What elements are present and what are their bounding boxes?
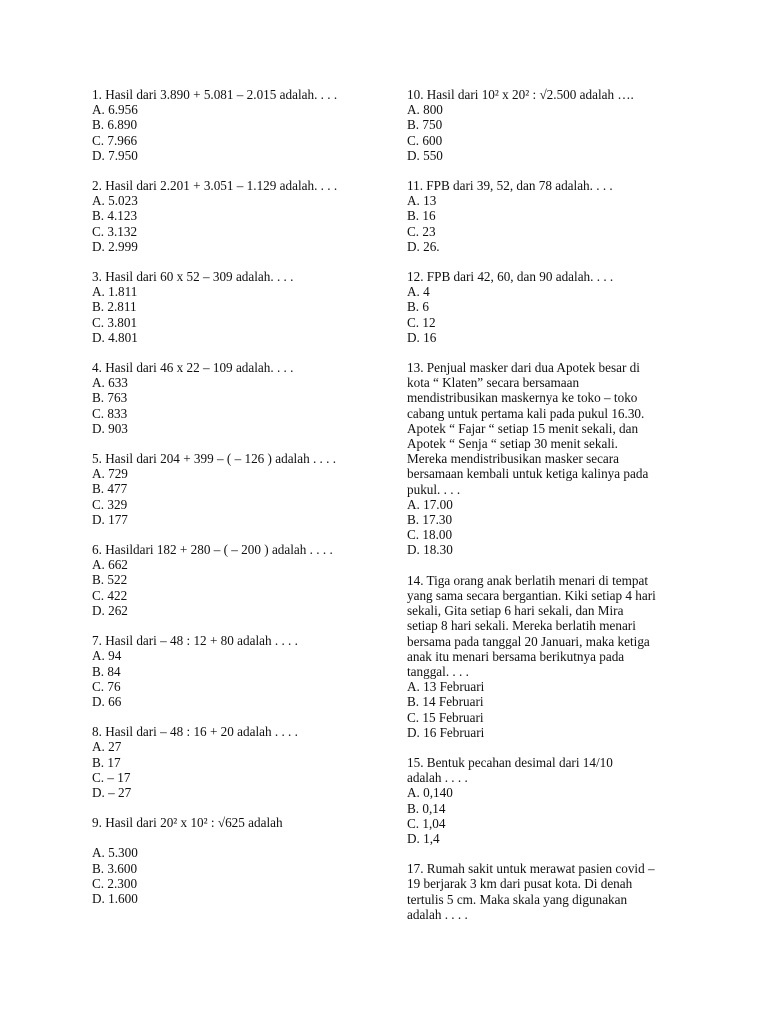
option-d: D. 18.30 xyxy=(407,542,453,558)
option-d: D. 16 xyxy=(407,329,437,345)
option-d: D. 16 Februari xyxy=(407,724,485,740)
question-text: 3. Hasil dari 60 x 52 – 309 adalah. . . . xyxy=(92,269,294,285)
question-11 xyxy=(407,178,682,254)
question-text: 5. Hasil dari 204 + 399 – ( – 126 ) adalah . . . . xyxy=(92,451,337,467)
question-text: 10. Hasil dari 10² x 20² : √2.500 adalah …. xyxy=(407,87,634,102)
option-a: A. 729 xyxy=(92,466,128,482)
option-b: B. 3.600 xyxy=(92,860,138,876)
option-a: A. 17.00 xyxy=(407,496,453,512)
question-text: 13. Penjual masker dari dua Apotek besar di kota “ Klaten” secara bersamaan mendistribusikan maskernya ke toko – toko cabang untuk pertama kali pada pukul 16.30. Apotek “ Fajar “ setiap 15 menit sekali, dan Apotek “ Senja “ setiap 30 menit sekali. Mereka mendistribusikan masker secara bersamaan kembali untuk ketiga kalinya pada pukul. . . . xyxy=(407,360,649,497)
option-d: D. 2.999 xyxy=(92,238,138,254)
option-d: D. – 27 xyxy=(92,784,132,800)
question-text: 7. Hasil dari – 48 : 12 + 80 adalah . . . . xyxy=(92,633,298,649)
option-d: D. 1,4 xyxy=(407,830,440,846)
option-c: C. 7.966 xyxy=(92,132,138,148)
option-c: C. 1,04 xyxy=(407,815,446,831)
question-text: 12. FPB dari 42, 60, dan 90 adalah. . . . xyxy=(407,269,614,285)
option-c: C. 15 Februari xyxy=(407,709,484,725)
question-2 xyxy=(92,178,382,254)
question-14 xyxy=(407,573,682,740)
question-5 xyxy=(92,451,382,527)
option-c: C. 23 xyxy=(407,223,436,239)
option-c: C. 833 xyxy=(92,405,128,421)
option-b: B. 522 xyxy=(92,572,128,588)
option-d: D. 262 xyxy=(92,602,128,618)
option-b: B. 4.123 xyxy=(92,208,138,224)
question-text: 4. Hasil dari 46 x 22 – 109 adalah. . . . xyxy=(92,360,294,376)
option-b: B. 6.890 xyxy=(92,117,138,133)
option-d: D. 4.801 xyxy=(92,329,138,345)
option-b: B. 6 xyxy=(407,299,429,315)
option-d: D. 177 xyxy=(92,511,128,527)
answer-options xyxy=(92,284,382,345)
question-text: 11. FPB dari 39, 52, dan 78 adalah. . . . xyxy=(407,178,613,194)
option-d: D. 26. xyxy=(407,238,440,254)
answer-options xyxy=(92,375,382,436)
question-1 xyxy=(92,87,382,163)
question-text: 17. Rumah sakit untuk merawat pasien covid – 19 berjarak 3 km dari pusat kota. Di denah tertulis 5 cm. Maka skala yang digunakan adalah . . . . xyxy=(407,861,655,922)
option-a: A. 94 xyxy=(92,648,122,664)
option-d: D. 66 xyxy=(92,693,122,709)
answer-options xyxy=(92,557,382,618)
option-d: D. 903 xyxy=(92,420,128,436)
question-text: 2. Hasil dari 2.201 + 3.051 – 1.129 adalah. . . . xyxy=(92,178,338,194)
option-b: B. 0,14 xyxy=(407,800,446,816)
answer-options xyxy=(92,193,382,254)
option-d: D. 1.600 xyxy=(92,890,138,906)
question-7 xyxy=(92,633,382,709)
option-c: C. 2.300 xyxy=(92,875,138,891)
option-a: A. 27 xyxy=(92,739,122,755)
option-b: B. 763 xyxy=(92,390,128,406)
right-column xyxy=(407,87,682,922)
option-b: B. 2.811 xyxy=(92,299,137,315)
option-c: C. 3.132 xyxy=(92,223,138,239)
option-a: A. 13 xyxy=(407,193,437,209)
option-a: A. 800 xyxy=(407,102,443,118)
option-c: C. – 17 xyxy=(92,769,131,785)
option-a: A. 13 Februari xyxy=(407,679,485,695)
option-c: C. 3.801 xyxy=(92,314,138,330)
answer-options xyxy=(407,284,682,345)
question-10 xyxy=(407,87,682,163)
option-b: B. 477 xyxy=(92,481,128,497)
answer-options xyxy=(407,679,682,740)
option-b: B. 16 xyxy=(407,208,436,224)
question-text: 1. Hasil dari 3.890 + 5.081 – 2.015 adalah. . . . xyxy=(92,87,338,102)
option-c: C. 600 xyxy=(407,132,443,148)
option-d: D. 550 xyxy=(407,147,443,163)
question-9 xyxy=(92,815,382,906)
option-b: B. 84 xyxy=(92,663,121,679)
answer-options xyxy=(407,193,682,254)
option-b: B. 17.30 xyxy=(407,512,453,528)
question-text: 9. Hasil dari 20² x 10² : √625 adalah xyxy=(92,815,283,831)
question-6 xyxy=(92,542,382,618)
option-d: D. 7.950 xyxy=(92,147,138,163)
option-c: C. 422 xyxy=(92,587,128,603)
option-a: A. 633 xyxy=(92,375,128,391)
answer-options xyxy=(92,739,382,800)
answer-options xyxy=(92,845,382,906)
question-4 xyxy=(92,360,382,436)
answer-options xyxy=(92,466,382,527)
question-3 xyxy=(92,269,382,345)
option-c: C. 329 xyxy=(92,496,128,512)
option-a: A. 4 xyxy=(407,284,430,300)
answer-options xyxy=(407,102,682,163)
left-column xyxy=(92,87,382,906)
answer-options xyxy=(407,785,682,846)
option-b: B. 750 xyxy=(407,117,443,133)
question-15 xyxy=(407,755,682,846)
option-a: A. 662 xyxy=(92,557,128,573)
question-text: 14. Tiga orang anak berlatih menari di tempat yang sama secara bergantian. Kiki setiap 4 hari sekali, Gita setiap 6 hari sekali, dan Mira setiap 8 hari sekali. Mereka berlatih menari bersama pada tanggal 20 Januari, maka ketiga anak itu menari bersama berikutnya pada tanggal. . . . xyxy=(407,572,656,679)
option-a: A. 5.023 xyxy=(92,193,138,209)
option-a: A. 6.956 xyxy=(92,102,138,118)
option-a: A. 5.300 xyxy=(92,845,138,861)
option-b: B. 14 Februari xyxy=(407,694,484,710)
answer-options xyxy=(407,497,682,558)
question-12 xyxy=(407,269,682,345)
option-a: A. 1.811 xyxy=(92,284,138,300)
option-c: C. 18.00 xyxy=(407,527,453,543)
question-17 xyxy=(407,861,682,922)
question-text: 8. Hasil dari – 48 : 16 + 20 adalah . . . . xyxy=(92,724,298,740)
option-b: B. 17 xyxy=(92,754,121,770)
option-a: A. 0,140 xyxy=(407,785,453,801)
answer-options xyxy=(92,648,382,709)
question-8 xyxy=(92,724,382,800)
question-text: 6. Hasildari 182 + 280 – ( – 200 ) adalah . . . . xyxy=(92,542,333,558)
answer-options xyxy=(92,102,382,163)
option-c: C. 12 xyxy=(407,314,436,330)
question-13 xyxy=(407,360,682,558)
option-c: C. 76 xyxy=(92,678,121,694)
question-text: 15. Bentuk pecahan desimal dari 14/10 adalah . . . . xyxy=(407,754,613,786)
